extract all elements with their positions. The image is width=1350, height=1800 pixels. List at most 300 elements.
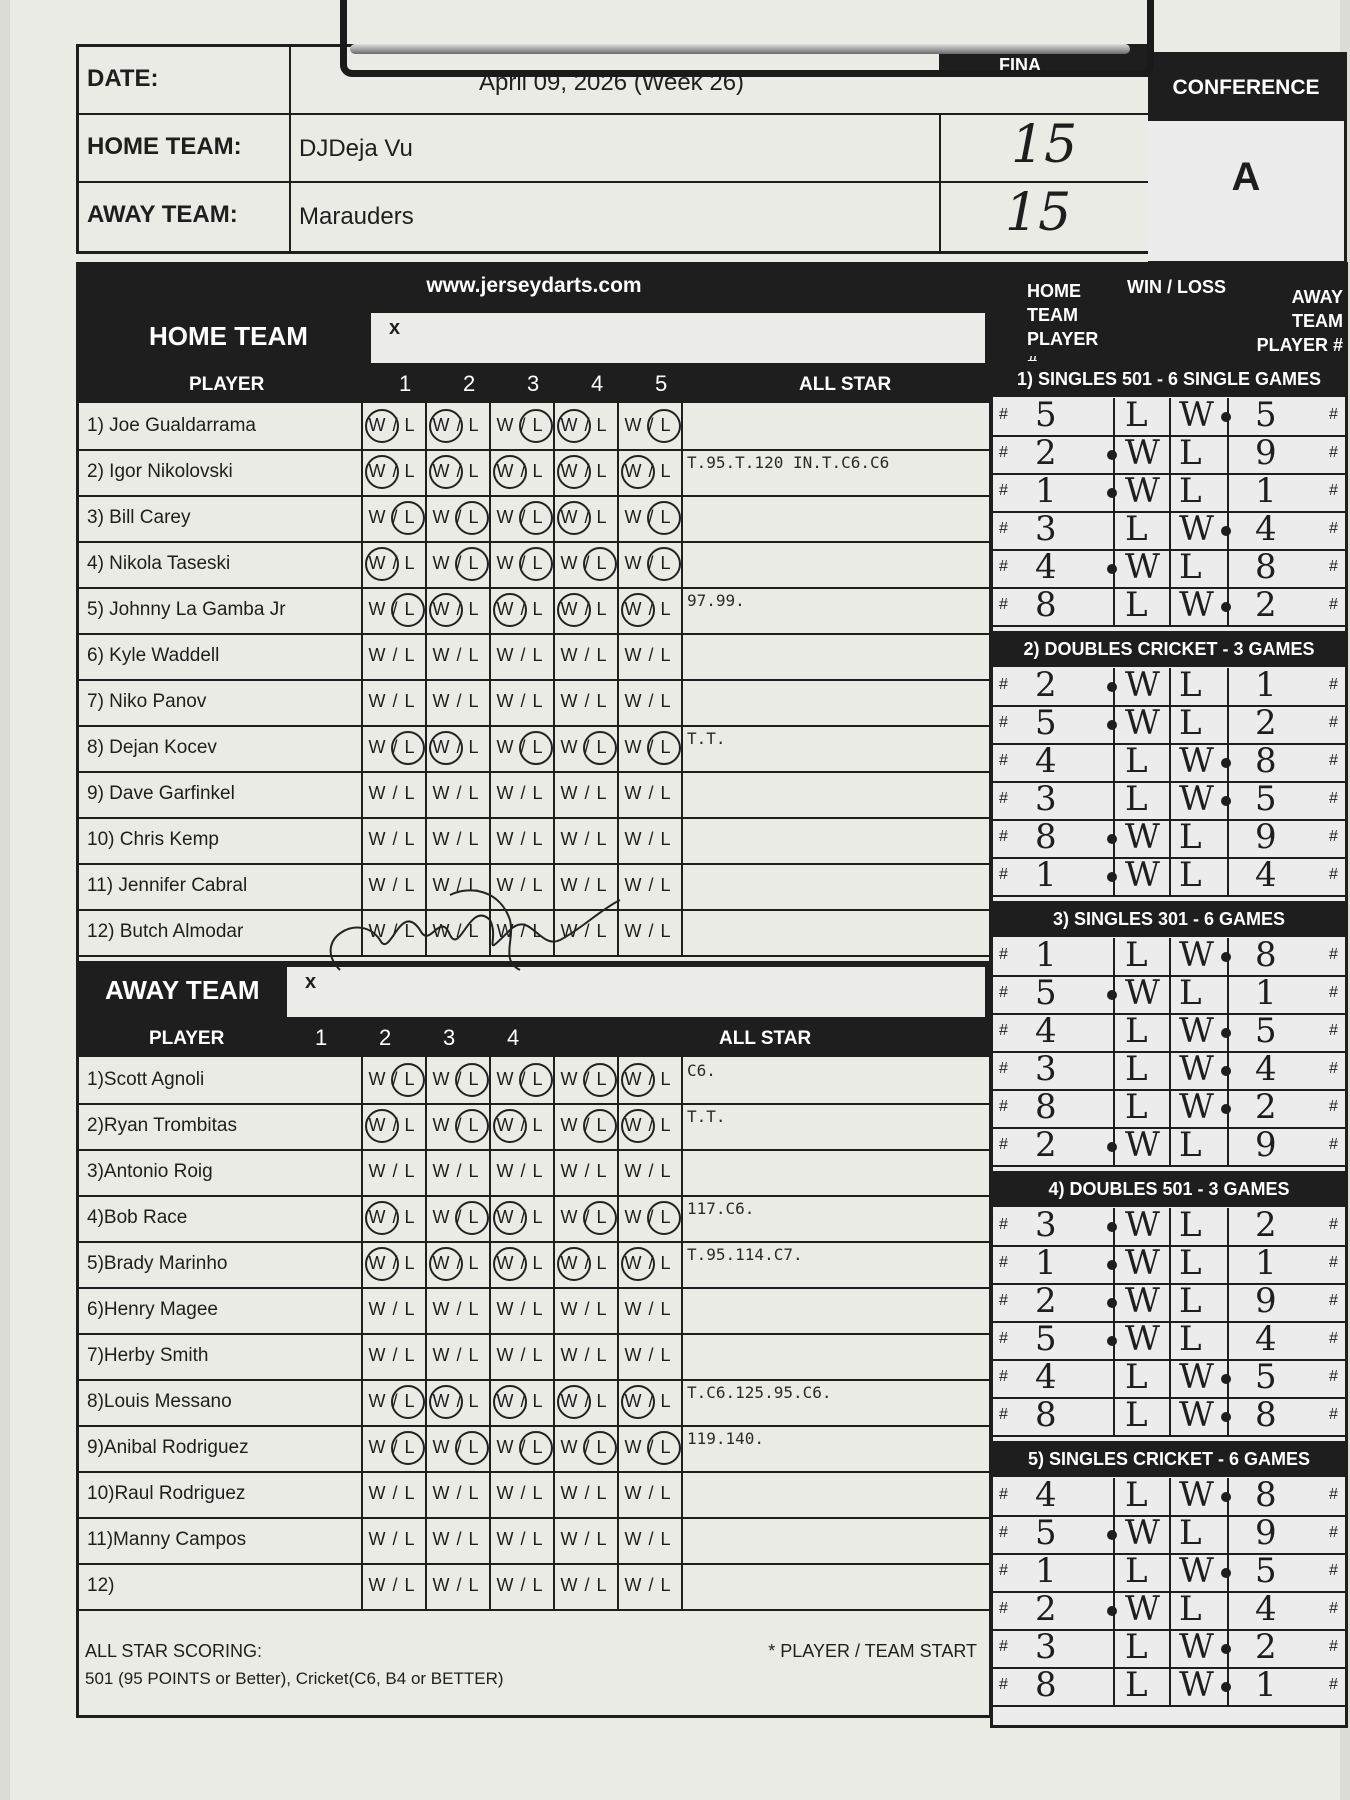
home-hash: #: [999, 1022, 1008, 1039]
win-loss-box[interactable]: W / L: [368, 829, 416, 849]
home-hash: #: [999, 1406, 1008, 1423]
loss-circle: [519, 1431, 553, 1465]
conference-box: [1148, 52, 1347, 264]
win-loss-box[interactable]: W / L: [368, 1483, 416, 1503]
win-loss-box[interactable]: W / L: [496, 783, 544, 803]
win-loss-box[interactable]: W / L: [432, 1437, 480, 1457]
win-loss-box[interactable]: W / L: [368, 1345, 416, 1365]
win-marker-dot: [1221, 758, 1231, 768]
home-win-loss: W: [1125, 973, 1160, 1013]
win-loss-box[interactable]: W / L: [560, 645, 608, 665]
win-loss-box[interactable]: W / L: [624, 691, 672, 711]
win-circle: [365, 547, 399, 581]
away-player-number: 8: [1255, 1475, 1277, 1515]
game-set-title: 1) SINGLES 501 - 6 SINGLE GAMES: [993, 361, 1345, 397]
home-win-loss: W: [1125, 855, 1160, 895]
win-loss-box[interactable]: W / L: [560, 783, 608, 803]
result-divider: [1169, 1360, 1171, 1398]
win-loss-box[interactable]: W / L: [496, 1253, 544, 1273]
game-result-row: [993, 705, 1345, 745]
away-win-loss: L: [1179, 433, 1202, 473]
win-loss-box[interactable]: W / L: [432, 1253, 480, 1273]
win-loss-box[interactable]: W / L: [496, 1483, 544, 1503]
win-circle: [365, 455, 399, 489]
column-divider: [681, 863, 683, 909]
win-loss-box[interactable]: W / L: [624, 1253, 672, 1273]
win-loss-box[interactable]: W / L: [432, 415, 480, 435]
player-row: [79, 679, 989, 727]
away-hash: #: [1329, 1486, 1338, 1503]
win-loss-box[interactable]: W / L: [624, 1575, 672, 1595]
win-loss-box[interactable]: W / L: [496, 1575, 544, 1595]
player-row: [79, 495, 989, 543]
win-marker-dot: [1107, 564, 1117, 574]
away-hash: #: [1329, 714, 1338, 731]
win-loss-box[interactable]: W / L: [624, 645, 672, 665]
win-loss-box[interactable]: W / L: [432, 1069, 480, 1089]
away-hash: #: [1329, 1254, 1338, 1271]
away-game-col-3: 3: [443, 1025, 456, 1050]
win-loss-box[interactable]: W / L: [432, 461, 480, 481]
win-loss-box[interactable]: W / L: [496, 1345, 544, 1365]
result-divider: [1169, 1128, 1171, 1166]
win-loss-box[interactable]: W / L: [560, 1391, 608, 1411]
win-loss-box[interactable]: W / L: [368, 1161, 416, 1181]
win-loss-box[interactable]: W / L: [432, 1161, 480, 1181]
column-divider: [681, 679, 683, 725]
loss-circle: [647, 1431, 681, 1465]
home-player-number: 1: [1035, 855, 1057, 895]
win-loss-box[interactable]: W / L: [432, 691, 480, 711]
win-loss-box[interactable]: W / L: [368, 783, 416, 803]
game-result-row: [993, 975, 1345, 1015]
win-loss-box[interactable]: W / L: [432, 1575, 480, 1595]
loss-circle: [583, 1063, 617, 1097]
win-loss-box[interactable]: W / L: [368, 599, 416, 619]
win-loss-box[interactable]: W / L: [560, 507, 608, 527]
win-loss-box[interactable]: W / L: [432, 783, 480, 803]
win-loss-box[interactable]: W / L: [624, 1483, 672, 1503]
player-name: 1) Joe Gualdarrama: [87, 415, 256, 436]
win-circle: [493, 1385, 527, 1419]
win-loss-box[interactable]: W / L: [624, 415, 672, 435]
win-loss-box[interactable]: W / L: [560, 1069, 608, 1089]
home-player-number: 2: [1035, 433, 1057, 473]
away-player-number: 1: [1255, 1243, 1277, 1283]
home-hash: #: [999, 1098, 1008, 1115]
win-loss-box[interactable]: W / L: [432, 1115, 480, 1135]
win-loss-box[interactable]: W / L: [432, 921, 480, 941]
result-divider: [1169, 1322, 1171, 1360]
win-loss-box[interactable]: W / L: [560, 1253, 608, 1273]
loss-circle: [583, 1431, 617, 1465]
away-win-loss: L: [1179, 665, 1202, 705]
win-loss-box[interactable]: W / L: [624, 829, 672, 849]
win-loss-box[interactable]: W / L: [560, 875, 608, 895]
result-divider: [1169, 976, 1171, 1014]
home-player-number: 1: [1035, 1243, 1057, 1283]
win-marker-dot: [1221, 412, 1231, 422]
player-row: [79, 1563, 989, 1611]
win-circle: [365, 1247, 399, 1281]
home-player-number: 1: [1035, 1551, 1057, 1591]
allstar-notes: T.95.114.C7.: [687, 1245, 803, 1264]
result-divider: [1227, 976, 1229, 1014]
column-divider: [681, 1333, 683, 1379]
win-loss-box[interactable]: W / L: [496, 1437, 544, 1457]
player-name: 12): [87, 1575, 115, 1596]
away-win-loss: L: [1179, 703, 1202, 743]
win-loss-box[interactable]: W / L: [496, 829, 544, 849]
win-loss-box[interactable]: W / L: [624, 599, 672, 619]
home-captain-sign-field: [371, 313, 985, 363]
win-loss-box[interactable]: W / L: [560, 415, 608, 435]
win-loss-box[interactable]: W / L: [368, 1115, 416, 1135]
win-loss-box[interactable]: W / L: [560, 921, 608, 941]
win-loss-box[interactable]: W / L: [496, 737, 544, 757]
home-game-col-1: 1: [399, 371, 412, 396]
game-result-row: [993, 781, 1345, 821]
win-loss-box[interactable]: W / L: [560, 1575, 608, 1595]
win-loss-box[interactable]: W / L: [624, 1161, 672, 1181]
away-player-number: 4: [1255, 1589, 1277, 1629]
win-circle: [429, 1385, 463, 1419]
win-loss-box[interactable]: W / L: [368, 461, 416, 481]
home-hash: #: [999, 984, 1008, 1001]
win-loss-box[interactable]: W / L: [624, 553, 672, 573]
game-result-row: [993, 549, 1345, 589]
win-loss-box[interactable]: W / L: [496, 507, 544, 527]
game-result-row: [993, 937, 1345, 977]
home-win-loss: W: [1125, 1513, 1160, 1553]
win-loss-box[interactable]: W / L: [560, 1115, 608, 1135]
win-loss-box[interactable]: W / L: [432, 645, 480, 665]
game-result-row: [993, 857, 1345, 897]
home-hash: #: [999, 444, 1008, 461]
home-hash: #: [999, 1254, 1008, 1271]
win-circle: [429, 593, 463, 627]
away-win-loss: L: [1179, 1205, 1202, 1245]
home-win-loss: W: [1125, 703, 1160, 743]
win-loss-box[interactable]: W / L: [560, 1299, 608, 1319]
home-column-header: [79, 367, 989, 403]
win-loss-box[interactable]: W / L: [496, 415, 544, 435]
win-loss-box[interactable]: W / L: [624, 875, 672, 895]
game-result-row: [993, 1667, 1345, 1707]
win-loss-box[interactable]: W / L: [368, 737, 416, 757]
home-player-number: 8: [1035, 1395, 1057, 1435]
home-player-number: 8: [1035, 585, 1057, 625]
game-result-row: [993, 1013, 1345, 1053]
win-loss-box[interactable]: W / L: [624, 461, 672, 481]
win-loss-box[interactable]: W / L: [560, 691, 608, 711]
win-loss-box[interactable]: W / L: [624, 1299, 672, 1319]
win-marker-dot: [1221, 1412, 1231, 1422]
win-marker-dot: [1107, 488, 1117, 498]
win-loss-box[interactable]: W / L: [560, 1483, 608, 1503]
results-panel: [990, 262, 1348, 1728]
column-divider: [681, 495, 683, 541]
win-loss-box[interactable]: W / L: [624, 1391, 672, 1411]
win-loss-box[interactable]: W / L: [368, 1207, 416, 1227]
conference-value: A: [1231, 155, 1261, 199]
away-win-loss: W: [1179, 741, 1214, 781]
player-name: 2)Ryan Trombitas: [87, 1115, 237, 1136]
loss-circle: [647, 501, 681, 535]
away-player-number: 5: [1255, 1551, 1277, 1591]
result-divider: [1169, 1592, 1171, 1630]
win-loss-box[interactable]: W / L: [368, 691, 416, 711]
win-loss-box[interactable]: W / L: [624, 737, 672, 757]
away-hash: #: [1329, 1022, 1338, 1039]
result-divider: [1227, 706, 1229, 744]
home-hash: #: [999, 1562, 1008, 1579]
win-loss-box[interactable]: W / L: [368, 1299, 416, 1319]
win-loss-box[interactable]: W / L: [624, 1529, 672, 1549]
win-loss-box[interactable]: W / L: [560, 1529, 608, 1549]
win-marker-dot: [1221, 526, 1231, 536]
result-divider: [1113, 398, 1115, 436]
away-win-loss: L: [1179, 1319, 1202, 1359]
start-note: * PLAYER / TEAM START: [768, 1641, 977, 1661]
win-loss-box[interactable]: W / L: [560, 829, 608, 849]
column-divider: [681, 587, 683, 633]
win-loss-box[interactable]: W / L: [624, 783, 672, 803]
win-loss-box[interactable]: W / L: [560, 1345, 608, 1365]
home-player-col: PLAYER: [189, 374, 265, 395]
win-loss-box[interactable]: W / L: [368, 1069, 416, 1089]
win-loss-box[interactable]: W / L: [496, 553, 544, 573]
result-divider: [1113, 1014, 1115, 1052]
win-loss-box[interactable]: W / L: [432, 507, 480, 527]
win-circle: [429, 1247, 463, 1281]
win-loss-box[interactable]: W / L: [560, 599, 608, 619]
home-hash: #: [999, 1368, 1008, 1385]
result-divider: [1169, 1090, 1171, 1128]
allstar-notes: 97.99.: [687, 591, 745, 610]
home-hash: #: [999, 1600, 1008, 1617]
win-loss-box[interactable]: W / L: [560, 461, 608, 481]
win-loss-box[interactable]: W / L: [432, 1391, 480, 1411]
game-result-row: [993, 1359, 1345, 1399]
away-win-loss: L: [1179, 855, 1202, 895]
win-loss-box[interactable]: W / L: [624, 1207, 672, 1227]
win-loss-box[interactable]: W / L: [624, 921, 672, 941]
away-player-number: 1: [1255, 665, 1277, 705]
win-loss-box[interactable]: W / L: [368, 1575, 416, 1595]
win-loss-box[interactable]: W / L: [368, 507, 416, 527]
loss-circle: [455, 1431, 489, 1465]
home-team-value: DJDeja Vu: [299, 135, 413, 162]
win-marker-dot: [1107, 990, 1117, 1000]
win-loss-box[interactable]: W / L: [368, 1437, 416, 1457]
home-win-loss: L: [1125, 509, 1148, 549]
win-loss-box[interactable]: W / L: [432, 1299, 480, 1319]
game-result-row: [993, 511, 1345, 551]
home-captain-mark: x: [389, 317, 401, 339]
game-result-row: [993, 667, 1345, 707]
away-column-header: [79, 1021, 989, 1057]
away-hash: #: [1329, 984, 1338, 1001]
scoring-rules: 501 (95 POINTS or Better), Cricket(C6, B4 or BETTER): [85, 1669, 504, 1688]
win-circle: [493, 1109, 527, 1143]
home-allstar-col: ALL STAR: [799, 374, 892, 395]
win-loss-box[interactable]: W / L: [496, 1161, 544, 1181]
away-win-loss: W: [1179, 1551, 1214, 1591]
win-loss-box[interactable]: W / L: [560, 737, 608, 757]
home-hash: #: [999, 828, 1008, 845]
win-loss-box[interactable]: W / L: [624, 1437, 672, 1457]
player-name: 8)Louis Messano: [87, 1391, 232, 1412]
win-loss-box[interactable]: W / L: [368, 645, 416, 665]
game-result-row: [993, 473, 1345, 513]
result-divider: [1113, 512, 1115, 550]
win-loss-box[interactable]: W / L: [432, 875, 480, 895]
result-divider: [1113, 1554, 1115, 1592]
loss-circle: [647, 1201, 681, 1235]
result-divider: [1169, 706, 1171, 744]
away-hash: #: [1329, 1060, 1338, 1077]
win-loss-box[interactable]: W / L: [432, 1483, 480, 1503]
away-team-label: AWAY TEAM:: [87, 201, 238, 228]
win-loss-box[interactable]: W / L: [624, 1115, 672, 1135]
home-team-header: [79, 307, 989, 367]
result-divider: [1169, 1246, 1171, 1284]
home-hash: #: [999, 1216, 1008, 1233]
player-row: [79, 1057, 989, 1105]
result-divider: [1169, 474, 1171, 512]
game-result-row: [993, 1515, 1345, 1555]
away-hash: #: [1329, 1292, 1338, 1309]
away-team-title: AWAY TEAM: [105, 975, 260, 1005]
home-player-number: 4: [1035, 547, 1057, 587]
win-loss-box[interactable]: W / L: [496, 461, 544, 481]
home-win-loss: W: [1125, 1205, 1160, 1245]
away-allstar-col: ALL STAR: [719, 1028, 812, 1049]
player-name: 10)Raul Rodriguez: [87, 1483, 246, 1504]
away-player-number: 8: [1255, 1395, 1277, 1435]
win-loss-box[interactable]: W / L: [496, 599, 544, 619]
win-loss-box[interactable]: W / L: [432, 829, 480, 849]
win-loss-box[interactable]: W / L: [368, 1391, 416, 1411]
player-name: 9)Anibal Rodriguez: [87, 1437, 249, 1458]
away-win-loss: W: [1179, 1011, 1214, 1051]
loss-circle: [391, 1385, 425, 1419]
away-win-loss: W: [1179, 1049, 1214, 1089]
win-loss-box[interactable]: W / L: [432, 1207, 480, 1227]
result-divider: [1169, 1052, 1171, 1090]
win-loss-box[interactable]: W / L: [496, 875, 544, 895]
win-loss-box[interactable]: W / L: [496, 1115, 544, 1135]
result-divider: [1169, 1478, 1171, 1516]
win-loss-box[interactable]: W / L: [496, 1299, 544, 1319]
home-win-loss: L: [1125, 395, 1148, 435]
win-circle: [557, 501, 591, 535]
win-loss-box[interactable]: W / L: [368, 1253, 416, 1273]
win-loss-box[interactable]: W / L: [432, 553, 480, 573]
home-player-number: 5: [1035, 1513, 1057, 1553]
win-loss-box[interactable]: W / L: [432, 1345, 480, 1365]
win-loss-box[interactable]: W / L: [560, 1207, 608, 1227]
result-divider: [1227, 820, 1229, 858]
column-divider: [681, 1241, 683, 1287]
column-divider: [681, 1103, 683, 1149]
win-loss-box[interactable]: W / L: [496, 645, 544, 665]
win-loss-box[interactable]: W / L: [560, 1161, 608, 1181]
win-loss-box[interactable]: W / L: [368, 921, 416, 941]
win-loss-box[interactable]: W / L: [496, 691, 544, 711]
win-loss-box[interactable]: W / L: [560, 1437, 608, 1457]
result-divider: [1169, 1398, 1171, 1436]
away-hash: #: [1329, 828, 1338, 845]
loss-circle: [391, 1431, 425, 1465]
win-circle: [621, 455, 655, 489]
away-captain-mark: x: [305, 971, 317, 993]
player-row: [79, 1333, 989, 1381]
away-win-loss: L: [1179, 1243, 1202, 1283]
column-divider: [681, 633, 683, 679]
game-result-row: [993, 1591, 1345, 1631]
win-loss-box[interactable]: W / L: [496, 1207, 544, 1227]
column-divider: [681, 1425, 683, 1471]
win-loss-box[interactable]: W / L: [368, 415, 416, 435]
win-loss-box[interactable]: W / L: [624, 1069, 672, 1089]
result-divider: [1169, 820, 1171, 858]
win-loss-box[interactable]: W / L: [496, 1391, 544, 1411]
player-row: [79, 1517, 989, 1565]
win-loss-box[interactable]: W / L: [432, 737, 480, 757]
away-hash: #: [1329, 1676, 1338, 1693]
win-loss-box[interactable]: W / L: [432, 1529, 480, 1549]
home-player-number: 1: [1035, 471, 1057, 511]
win-loss-box[interactable]: W / L: [624, 507, 672, 527]
away-hash: #: [1329, 406, 1338, 423]
result-divider: [1227, 550, 1229, 588]
win-loss-box[interactable]: W / L: [624, 1345, 672, 1365]
win-loss-box[interactable]: W / L: [368, 875, 416, 895]
win-loss-head: WIN / LOSS: [1127, 277, 1226, 297]
win-loss-box[interactable]: W / L: [368, 553, 416, 573]
home-player-number: 2: [1035, 665, 1057, 705]
result-divider: [1169, 1284, 1171, 1322]
win-loss-box[interactable]: W / L: [560, 553, 608, 573]
win-loss-box[interactable]: W / L: [496, 1529, 544, 1549]
away-hash: #: [1329, 866, 1338, 883]
captain-signature: [300, 880, 640, 980]
home-win-loss: W: [1125, 817, 1160, 857]
home-score: 15: [1011, 115, 1078, 175]
win-loss-box[interactable]: W / L: [496, 921, 544, 941]
result-divider: [1113, 782, 1115, 820]
win-marker-dot: [1221, 1028, 1231, 1038]
win-loss-box[interactable]: W / L: [496, 1069, 544, 1089]
away-game-col-1: 1: [315, 1025, 328, 1050]
player-row: [79, 1195, 989, 1243]
away-hash: #: [1329, 790, 1338, 807]
away-win-loss: W: [1179, 779, 1214, 819]
player-row: [79, 1425, 989, 1473]
win-loss-box[interactable]: W / L: [368, 1529, 416, 1549]
player-name: 7)Herby Smith: [87, 1345, 209, 1366]
home-hash: #: [999, 1676, 1008, 1693]
win-marker-dot: [1107, 682, 1117, 692]
away-game-col-4: 4: [507, 1025, 520, 1050]
away-player-number: 2: [1255, 1627, 1277, 1667]
win-circle: [429, 731, 463, 765]
away-game-col-2: 2: [379, 1025, 392, 1050]
results-header: [993, 265, 1345, 361]
win-loss-box[interactable]: W / L: [432, 599, 480, 619]
